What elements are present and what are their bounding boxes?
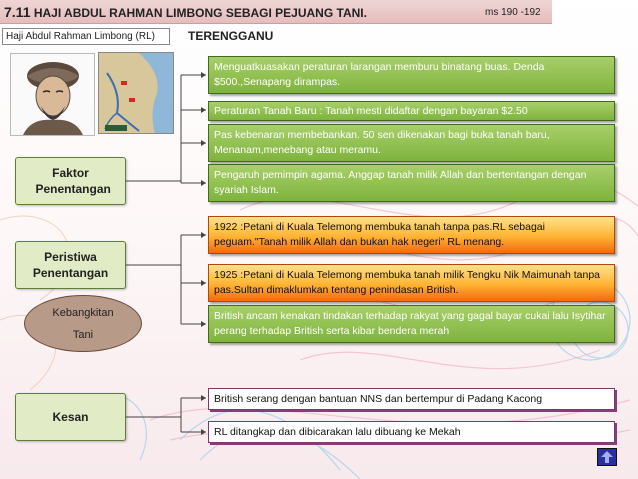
portrait-image xyxy=(10,53,95,136)
kebangkitan-tani-ellipse xyxy=(24,295,142,352)
page-reference: ms 190 -192 xyxy=(485,7,541,18)
faktor-penentangan-box xyxy=(15,157,126,205)
slide-title xyxy=(4,4,367,20)
map-image xyxy=(98,52,174,134)
faktor-item: Menguatkuasakan peraturan larangan memburu binatang buas. Denda $500.,Senapang dirampas. xyxy=(208,56,615,94)
peristiwa-item: British ancam kenakan tindakan terhadap rakyat yang gagal bayar cukai lalu Isytihar perang terhadap British serta kibar bendera merah xyxy=(208,305,615,343)
subject-label: Haji Abdul Rahman Limbong (RL) xyxy=(2,28,170,45)
peristiwa-penentangan-box xyxy=(15,241,126,289)
title-text: HAJI ABDUL RAHMAN LIMBONG SEBAGI PEJUANG TANI. xyxy=(33,6,367,20)
faktor-label: Faktor Penentangan xyxy=(35,166,111,196)
peristiwa-label: Peristiwa Penentangan xyxy=(32,250,109,280)
kebangkitan-label: Kebangkitan xyxy=(52,306,114,319)
title-bar xyxy=(0,0,552,24)
state-label: TERENGGANU xyxy=(188,29,274,43)
peristiwa-item: 1922 :Petani di Kuala Telemong membuka tanah tanpa pas.RL sebagai peguam."Tanah milik Allah dan bukan hak negeri" RL menang. xyxy=(208,216,615,254)
return-arrow-icon xyxy=(598,449,616,465)
faktor-item: Pengaruh pemimpin agama. Anggap tanah milik Allah dan bertentangan dengan syariah Islam. xyxy=(208,164,615,202)
kesan-item: RL ditangkap dan dibicarakan lalu dibuang ke Mekah xyxy=(208,421,615,443)
kesan-item: British serang dengan bantuan NNS dan bertempur di Padang Kacong xyxy=(208,388,615,410)
kesan-box xyxy=(15,393,126,441)
kesan-label: Kesan xyxy=(52,410,89,424)
return-button[interactable] xyxy=(597,448,617,466)
tani-label: Tani xyxy=(72,328,94,341)
peristiwa-item: 1925 :Petani di Kuala Telemong membuka tanah milik Tengku Nik Maimunah tanpa pas.Sultan dimaklumkan tentang penindasan British. xyxy=(208,264,615,302)
faktor-item: Pas kebenaran membebankan. 50 sen dikenakan bagi buka tanah baru, Menanam,menebang atau meramu. xyxy=(208,124,615,162)
section-number: 7.11 xyxy=(4,4,31,20)
faktor-item: Peraturan Tanah Baru : Tanah mesti didaftar dengan bayaran $2.50 xyxy=(208,101,615,121)
